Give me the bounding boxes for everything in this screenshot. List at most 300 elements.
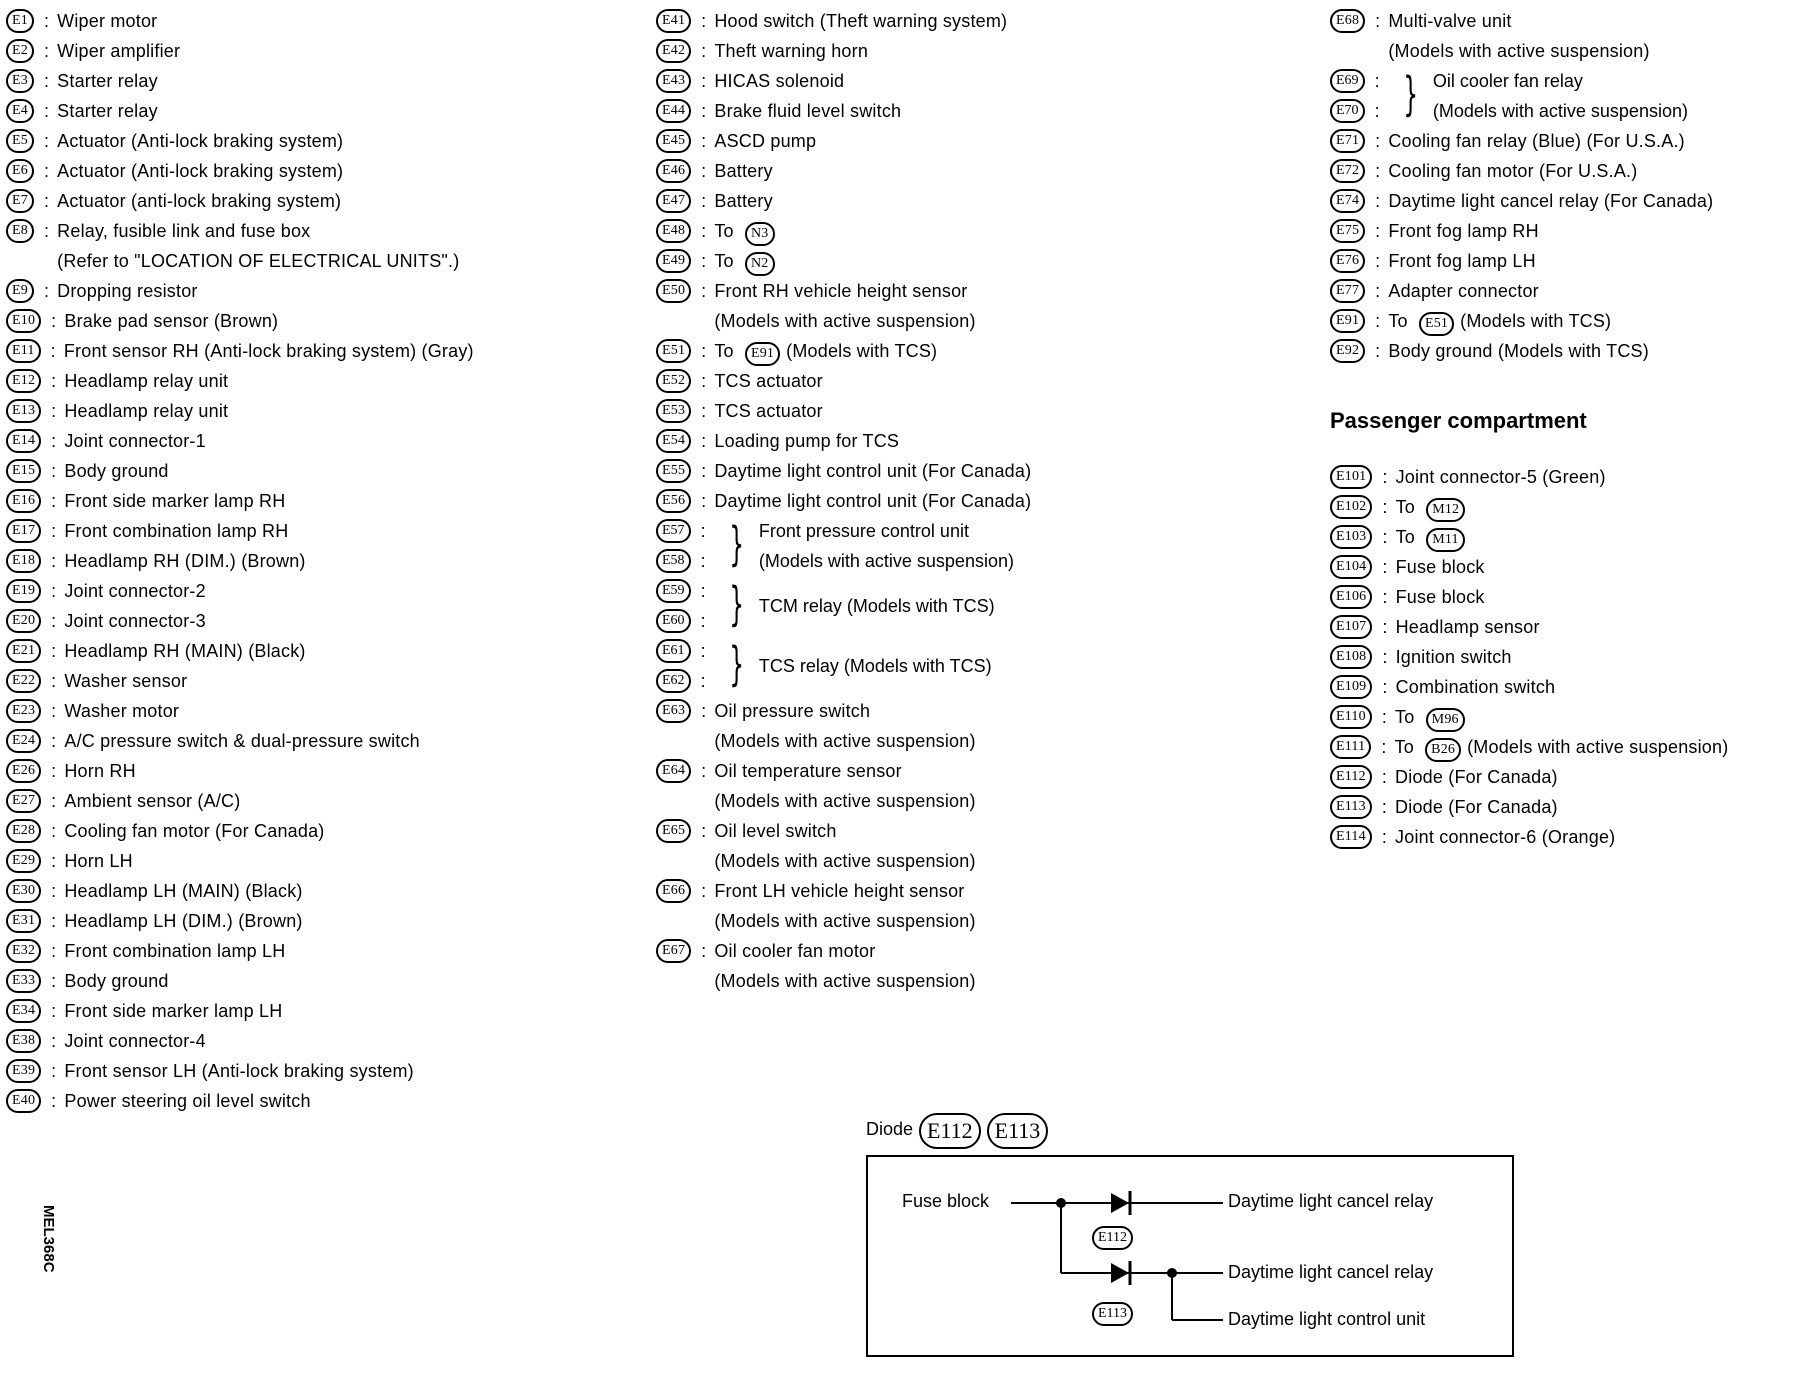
connector-code: E106: [1330, 585, 1372, 609]
description-text: Joint connector-6 (Orange): [1395, 827, 1616, 847]
connector-description: [714, 696, 1326, 756]
connector-description: [714, 756, 1326, 816]
connector-entry: [1330, 792, 1804, 822]
connector-code: E102: [1330, 495, 1372, 519]
connector-entry: [6, 786, 656, 816]
connector-description: [714, 456, 1326, 486]
description-line-2: (Models with active suspension): [714, 731, 976, 751]
connector-description: [714, 246, 1326, 276]
separator-colon: :: [1381, 797, 1388, 817]
description-text: Brake pad sensor (Brown): [64, 311, 279, 331]
connector-code: E7: [6, 189, 34, 213]
brace-group: [656, 576, 1326, 636]
connector-code: E44: [656, 99, 691, 123]
connector-entry: [6, 336, 656, 366]
description-suffix: (Models with TCS): [786, 341, 938, 361]
diode-circuit-diagram: [866, 1155, 1514, 1357]
connector-entry: [656, 696, 1326, 756]
connector-entry: [656, 816, 1326, 876]
connector-entry: [6, 66, 656, 96]
connector-description: [1396, 462, 1804, 492]
connector-description: [1388, 156, 1804, 186]
connector-entry: [1330, 582, 1804, 612]
description-text: Oil temperature sensor: [714, 761, 902, 781]
separator-colon: :: [700, 641, 706, 661]
connector-description: [714, 96, 1326, 126]
connector-entry: [656, 96, 1326, 126]
connector-description: [714, 126, 1326, 156]
description-text: ASCD pump: [714, 131, 817, 151]
connector-entry: [656, 36, 1326, 66]
connector-code: E77: [1330, 279, 1365, 303]
connector-code: E17: [6, 519, 41, 543]
description-suffix: (Models with TCS): [1460, 311, 1612, 331]
connector-code: E14: [6, 429, 41, 453]
connector-code: E72: [1330, 159, 1365, 183]
connector-code: E34: [6, 999, 41, 1023]
connector-description: [57, 6, 656, 36]
description-text: Washer motor: [64, 701, 180, 721]
separator-colon: :: [1375, 11, 1381, 31]
connector-code: E112: [1330, 765, 1372, 789]
connector-description: [1388, 276, 1804, 306]
connector-entry: [6, 576, 656, 606]
connector-code: E101: [1330, 465, 1372, 489]
connector-description: [57, 96, 656, 126]
connector-description: [64, 996, 656, 1026]
connector-entry: [656, 456, 1326, 486]
connector-entry: [6, 36, 656, 66]
description-line-2: (Models with active suspension): [1388, 41, 1650, 61]
brace-codes: [1330, 66, 1388, 126]
connector-code: E3: [6, 69, 34, 93]
control-unit-label: Daytime light control unit: [1228, 1309, 1426, 1329]
description-text: A/C pressure switch & dual-pressure switch: [64, 731, 420, 751]
connector-description: [64, 846, 656, 876]
separator-colon: :: [701, 461, 707, 481]
separator-colon: :: [701, 371, 707, 391]
separator-colon: :: [51, 761, 57, 781]
connector-description: [1396, 672, 1804, 702]
cancel-relay-label-1: Daytime light cancel relay: [1228, 1191, 1434, 1211]
connector-code: E43: [656, 69, 691, 93]
brace-code-row: [1330, 66, 1388, 96]
description-text: Combination switch: [1395, 677, 1556, 697]
separator-colon: :: [1382, 617, 1388, 637]
separator-colon: :: [700, 611, 706, 631]
connector-description: [714, 426, 1326, 456]
connector-description: [57, 156, 656, 186]
connector-entry: [6, 486, 656, 516]
brace-code-row: [656, 546, 714, 576]
connector-code: E18: [6, 549, 41, 573]
connector-entry: [6, 606, 656, 636]
connector-code: E56: [656, 489, 691, 513]
connector-entry: [6, 846, 656, 876]
connector-description: [714, 186, 1326, 216]
connector-code: E58: [656, 549, 691, 573]
separator-colon: :: [701, 131, 707, 151]
connector-code: E23: [6, 699, 41, 723]
separator-colon: :: [1381, 767, 1388, 787]
description-line-2: (Models with active suspension): [714, 851, 976, 871]
brace-text-line-2: (Models with active suspension): [1432, 101, 1688, 121]
connector-entry: [1330, 306, 1804, 336]
separator-colon: :: [1382, 677, 1388, 697]
connector-entry: [6, 396, 656, 426]
connector-code: E92: [1330, 339, 1365, 363]
connector-code: E24: [6, 729, 41, 753]
connector-description: [1396, 612, 1804, 642]
connector-description: [714, 336, 1326, 366]
description-text: TCS actuator: [714, 371, 823, 391]
description-text: Fuse block: [1395, 557, 1485, 577]
connector-description: [714, 816, 1326, 876]
separator-colon: :: [701, 341, 707, 361]
junction-dot-1: [1056, 1198, 1066, 1208]
description-text: Body ground: [64, 971, 169, 991]
separator-colon: :: [51, 851, 57, 871]
description-text: Headlamp relay unit: [64, 401, 229, 421]
separator-colon: :: [43, 161, 50, 181]
separator-colon: :: [1381, 737, 1387, 757]
connector-entry: [6, 186, 656, 216]
separator-colon: :: [701, 41, 707, 61]
separator-colon: :: [51, 1091, 57, 1111]
connector-code: E74: [1330, 189, 1365, 213]
connector-entry: [656, 126, 1326, 156]
connector-description: [714, 276, 1326, 336]
connector-description: [64, 516, 656, 546]
separator-colon: :: [1375, 221, 1381, 241]
connector-entry: [6, 756, 656, 786]
connector-code: E13: [6, 399, 41, 423]
connector-entry: [6, 666, 656, 696]
separator-colon: :: [51, 611, 57, 631]
connector-code: E103: [1330, 525, 1372, 549]
connector-code: E6: [6, 159, 34, 183]
connector-code: E70: [1330, 99, 1365, 123]
separator-colon: :: [701, 221, 707, 241]
separator-colon: :: [51, 971, 57, 991]
brace-group: [656, 636, 1326, 696]
figure-id-label: MEL368C: [40, 1205, 57, 1273]
description-text: Front sensor RH (Anti-lock braking system) (Gray): [63, 341, 474, 361]
connector-description: [64, 636, 656, 666]
connector-code: E114: [1330, 825, 1372, 849]
brace-description: [759, 636, 992, 696]
separator-colon: :: [1375, 161, 1381, 181]
connector-entry: [1330, 642, 1804, 672]
separator-colon: :: [51, 1001, 57, 1021]
connector-entry: [1330, 216, 1804, 246]
description-text: Actuator (Anti-lock braking system): [57, 131, 344, 151]
connector-code: E20: [6, 609, 41, 633]
connector-description: [64, 696, 656, 726]
separator-colon: :: [1382, 557, 1388, 577]
description-text: Joint connector-3: [64, 611, 206, 631]
connector-description: [1396, 522, 1804, 552]
connector-code: E111: [1330, 735, 1371, 759]
brace-code-row: [656, 576, 714, 606]
brace-code-row: [656, 666, 714, 696]
description-text: Front RH vehicle height sensor: [714, 281, 968, 301]
brace-symbol: }: [728, 637, 744, 691]
separator-colon: :: [51, 791, 57, 811]
separator-colon: :: [43, 71, 50, 91]
connector-entry: [1330, 822, 1804, 852]
connector-code: E65: [656, 819, 691, 843]
description-text: To: [714, 221, 734, 241]
engine-room-column-1: [6, 6, 656, 1116]
connector-code: E28: [6, 819, 41, 843]
connector-entry: [656, 6, 1326, 36]
connector-entry: [1330, 186, 1804, 216]
connector-code: E57: [656, 519, 691, 543]
connector-description: [57, 276, 656, 306]
separator-colon: :: [700, 671, 706, 691]
connector-description: [64, 756, 656, 786]
separator-colon: :: [51, 731, 57, 751]
connector-description: [57, 36, 656, 66]
connector-code: E113: [1330, 795, 1372, 819]
brace-text-line-1: TCM relay (Models with TCS): [758, 596, 995, 616]
separator-colon: :: [51, 701, 57, 721]
separator-colon: :: [1375, 281, 1381, 301]
separator-colon: :: [51, 401, 57, 421]
connector-description: [64, 456, 656, 486]
separator-colon: :: [51, 911, 57, 931]
connector-description: [57, 216, 656, 276]
brace-symbol: }: [728, 517, 744, 571]
connector-code: E16: [6, 489, 41, 513]
separator-colon: :: [43, 41, 50, 61]
description-line-2: (Refer to "LOCATION OF ELECTRICAL UNITS".): [57, 251, 460, 271]
ref-connector-code: E51: [1419, 312, 1454, 336]
connector-entry: [656, 426, 1326, 456]
description-text: Wiper amplifier: [57, 41, 181, 61]
connector-code: E31: [6, 909, 41, 933]
description-text: Brake fluid level switch: [714, 101, 902, 121]
description-text: Front fog lamp LH: [1388, 251, 1536, 271]
description-text: Relay, fusible link and fuse box: [57, 221, 311, 241]
description-text: Fuse block: [1395, 587, 1485, 607]
description-line-2: (Models with active suspension): [714, 971, 976, 991]
connector-entry: [1330, 552, 1804, 582]
connector-description: [1388, 6, 1804, 66]
connector-description: [714, 396, 1326, 426]
description-text: Front combination lamp RH: [64, 521, 289, 541]
connector-code: E2: [6, 39, 34, 63]
brace-text-line-1: TCS relay (Models with TCS): [758, 656, 992, 676]
description-suffix: (Models with active suspension): [1467, 737, 1729, 757]
connector-entry: [656, 66, 1326, 96]
separator-colon: :: [51, 491, 57, 511]
connector-description: [64, 906, 656, 936]
description-text: TCS actuator: [714, 401, 823, 421]
connector-code: E64: [656, 759, 691, 783]
connector-code: E33: [6, 969, 41, 993]
separator-colon: :: [1375, 311, 1381, 331]
separator-colon: :: [701, 881, 707, 901]
connector-code: E52: [656, 369, 691, 393]
separator-colon: :: [1375, 131, 1381, 151]
connector-description: [57, 66, 656, 96]
connector-code: E53: [656, 399, 691, 423]
brace-symbol: }: [728, 577, 744, 631]
connector-entry: [6, 816, 656, 846]
connector-code: E39: [6, 1059, 41, 1083]
connector-code: E12: [6, 369, 41, 393]
description-text: Cooling fan relay (Blue) (For U.S.A.): [1388, 131, 1685, 151]
description-text: Daytime light cancel relay (For Canada): [1388, 191, 1714, 211]
connector-entry: [6, 426, 656, 456]
connector-entry: [6, 996, 656, 1026]
connector-code: E11: [6, 339, 41, 363]
separator-colon: :: [701, 431, 707, 451]
description-text: Front sensor LH (Anti-lock braking system): [64, 1061, 414, 1081]
description-line-2: (Models with active suspension): [714, 311, 976, 331]
connector-code: E1: [6, 9, 34, 33]
connector-entry: [656, 366, 1326, 396]
connector-code: E59: [656, 579, 691, 603]
ref-connector-code: M12: [1426, 498, 1465, 522]
description-text: Adapter connector: [1388, 281, 1539, 301]
separator-colon: :: [43, 191, 50, 211]
connector-code: E48: [656, 219, 691, 243]
description-text: Hood switch (Theft warning system): [714, 11, 1008, 31]
brace-text-line-1: Oil cooler fan relay: [1432, 71, 1583, 91]
separator-colon: :: [701, 11, 707, 31]
description-text: Daytime light control unit (For Canada): [714, 491, 1032, 511]
description-text: Joint connector-2: [64, 581, 206, 601]
separator-colon: :: [701, 761, 707, 781]
ref-connector-code: E91: [745, 342, 780, 366]
separator-colon: :: [43, 281, 50, 301]
description-text: Actuator (anti-lock braking system): [57, 191, 342, 211]
separator-colon: :: [701, 491, 707, 511]
description-text: Front fog lamp RH: [1388, 221, 1539, 241]
separator-colon: :: [51, 521, 57, 541]
connector-entry: [6, 966, 656, 996]
separator-colon: :: [51, 881, 57, 901]
connector-entry: [656, 216, 1326, 246]
connector-entry: [656, 486, 1326, 516]
description-line-2: (Models with active suspension): [714, 791, 976, 811]
connector-entry: [6, 1086, 656, 1116]
connector-description: [64, 1086, 656, 1116]
description-text: Dropping resistor: [57, 281, 198, 301]
separator-colon: :: [51, 941, 57, 961]
connector-code: E60: [656, 609, 691, 633]
connector-code: E49: [656, 249, 691, 273]
separator-colon: :: [701, 101, 707, 121]
connector-entry: [6, 156, 656, 186]
connector-code: E54: [656, 429, 691, 453]
separator-colon: :: [51, 311, 57, 331]
brace-description: [1433, 66, 1688, 126]
description-text: Starter relay: [57, 101, 158, 121]
connector-code: E66: [656, 879, 691, 903]
description-text: Headlamp LH (MAIN) (Black): [64, 881, 303, 901]
diode-symbol-e113: [1111, 1263, 1129, 1283]
description-text: Starter relay: [57, 71, 158, 91]
connector-code: E21: [6, 639, 41, 663]
connector-description: [64, 936, 656, 966]
separator-colon: :: [1381, 827, 1388, 847]
description-text: Loading pump for TCS: [714, 431, 900, 451]
ref-connector-code: N3: [745, 222, 775, 246]
connector-description: [714, 156, 1326, 186]
connector-code: E9: [6, 279, 34, 303]
separator-colon: :: [1382, 467, 1388, 487]
connector-description: [57, 126, 656, 156]
connector-entry: [1330, 156, 1804, 186]
connector-code: E110: [1330, 705, 1372, 729]
connector-entry: [6, 636, 656, 666]
description-line-2: (Models with active suspension): [714, 911, 976, 931]
connector-description: [64, 396, 656, 426]
engine-room-column-2: [656, 6, 1326, 996]
connector-code: E10: [6, 309, 41, 333]
connector-description: [714, 216, 1326, 246]
connector-description: [64, 666, 656, 696]
connector-code: E4: [6, 99, 34, 123]
brace-codes: [656, 636, 714, 696]
connector-entry: [6, 876, 656, 906]
connector-description: [64, 606, 656, 636]
connector-entry: [6, 906, 656, 936]
description-text: Joint connector-5 (Green): [1395, 467, 1606, 487]
connector-description: [714, 366, 1326, 396]
diode-label-e112: E112: [1092, 1226, 1133, 1250]
connector-description: [64, 576, 656, 606]
separator-colon: :: [50, 341, 56, 361]
connector-code: E45: [656, 129, 691, 153]
separator-colon: :: [701, 941, 707, 961]
brace-description-lines: [1433, 66, 1688, 126]
connector-code: E76: [1330, 249, 1365, 273]
connector-description: [1395, 822, 1804, 852]
description-text: To: [1394, 737, 1414, 757]
connector-entry: [656, 336, 1326, 366]
connector-code: E26: [6, 759, 41, 783]
ref-connector-code: M96: [1426, 708, 1465, 732]
connector-code: E5: [6, 129, 34, 153]
connector-description: [714, 36, 1326, 66]
separator-colon: :: [51, 1061, 57, 1081]
separator-colon: :: [1374, 71, 1380, 91]
description-text: Oil level switch: [714, 821, 837, 841]
connector-entry: [1330, 6, 1804, 66]
connector-description: [64, 336, 656, 366]
brace-description: [759, 516, 1014, 576]
brace-text-line-2: (Models with active suspension): [758, 551, 1014, 571]
description-text: Headlamp RH (MAIN) (Black): [64, 641, 306, 661]
connector-code: E71: [1330, 129, 1365, 153]
separator-colon: :: [1382, 647, 1388, 667]
connector-entry: [6, 456, 656, 486]
connector-entry: [6, 516, 656, 546]
connector-code: E61: [656, 639, 691, 663]
diode-code-e113: E113: [987, 1113, 1049, 1149]
connector-code: E51: [656, 339, 691, 363]
ref-connector-code: B26: [1425, 738, 1461, 762]
connector-entry: [1330, 276, 1804, 306]
connector-description: [714, 936, 1326, 996]
description-text: Multi-valve unit: [1388, 11, 1512, 31]
description-text: To: [1395, 527, 1415, 547]
